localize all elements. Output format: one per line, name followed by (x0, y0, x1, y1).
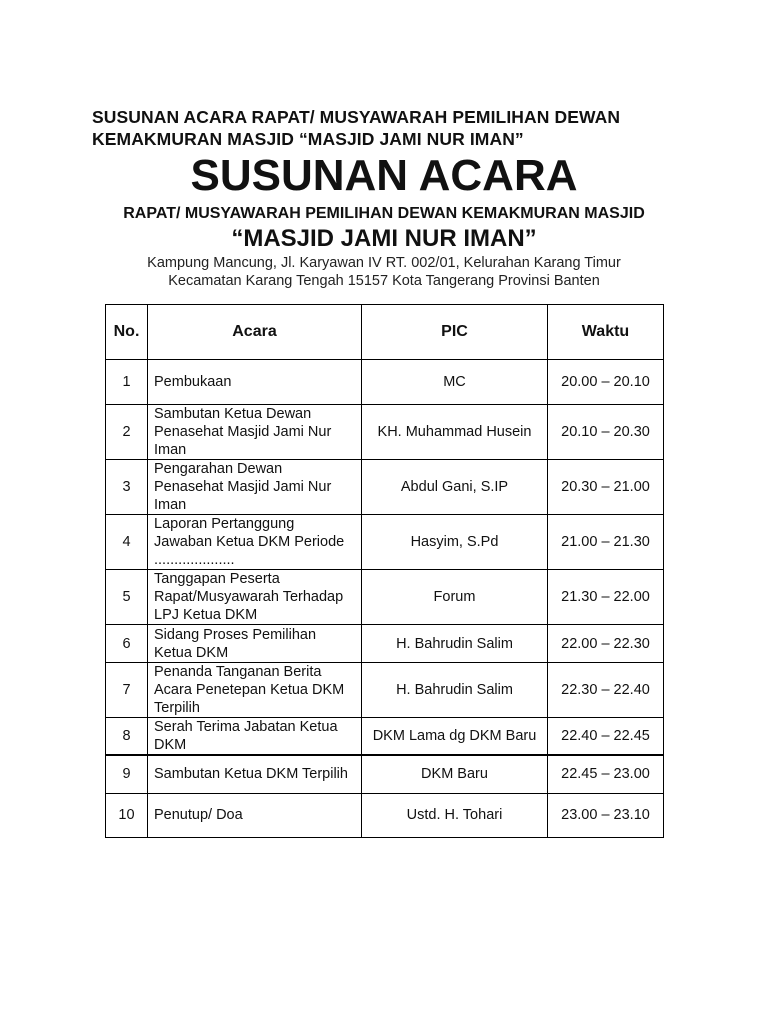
cell-no: 1 (106, 360, 148, 405)
table-row (106, 460, 664, 515)
cell-acara: Penanda Tanganan Berita Acara Penetepan Ketua DKM Terpilih (148, 663, 362, 718)
cell-acara: Sambutan Ketua Dewan Penasehat Masjid Jami Nur Iman (148, 405, 362, 460)
cell-waktu: 20.30 – 21.00 (548, 460, 664, 515)
page-title: SUSUNAN ACARA (190, 151, 578, 200)
cell-pic: H. Bahrudin Salim (362, 663, 548, 718)
cell-no: 2 (106, 405, 148, 460)
address-line-1: Kampung Mancung, Jl. Karyawan IV RT. 002/01, Kelurahan Karang Timur (147, 255, 621, 271)
cell-no: 10 (106, 793, 148, 837)
cell-pic: DKM Lama dg DKM Baru (362, 718, 548, 756)
cell-waktu: 22.30 – 22.40 (548, 663, 664, 718)
table-row (106, 515, 664, 570)
address-line-2: Kecamatan Karang Tengah 15157 Kota Tangerang Provinsi Banten (168, 273, 600, 289)
schedule-table (105, 304, 664, 838)
cell-acara: Tanggapan Peserta Rapat/Musyawarah Terhadap LPJ Ketua DKM (148, 570, 362, 625)
document-heading-line-1: SUSUNAN ACARA RAPAT/ MUSYAWARAH PEMILIHAN DEWAN (92, 107, 621, 127)
cell-acara: Laporan Pertanggung Jawaban Ketua DKM Periode .................... (148, 515, 362, 570)
table-row (106, 755, 664, 793)
cell-no: 7 (106, 663, 148, 718)
cell-pic: Ustd. H. Tohari (362, 793, 548, 837)
event-subtitle: RAPAT/ MUSYAWARAH PEMILIHAN DEWAN KEMAKMURAN MASJID (123, 205, 645, 222)
column-header-waktu: Waktu (548, 305, 664, 360)
cell-pic: Hasyim, S.Pd (362, 515, 548, 570)
cell-acara: Serah Terima Jabatan Ketua DKM (148, 718, 362, 756)
cell-acara: Pengarahan Dewan Penasehat Masjid Jami Nur Iman (148, 460, 362, 515)
cell-pic: H. Bahrudin Salim (362, 625, 548, 663)
cell-acara: Sambutan Ketua DKM Terpilih (148, 755, 362, 793)
cell-waktu: 20.10 – 20.30 (548, 405, 664, 460)
cell-no: 6 (106, 625, 148, 663)
cell-waktu: 22.00 – 22.30 (548, 625, 664, 663)
cell-no: 9 (106, 755, 148, 793)
cell-pic: MC (362, 360, 548, 405)
column-header-acara: Acara (148, 305, 362, 360)
table-row (106, 625, 664, 663)
cell-no: 5 (106, 570, 148, 625)
cell-waktu: 23.00 – 23.10 (548, 793, 664, 837)
table-header-row (106, 305, 664, 360)
table-row (106, 360, 664, 405)
cell-waktu: 22.45 – 23.00 (548, 755, 664, 793)
column-header-pic: PIC (362, 305, 548, 360)
cell-no: 3 (106, 460, 148, 515)
table-row (106, 718, 664, 756)
mosque-name: “MASJID JAMI NUR IMAN” (231, 225, 537, 252)
table-row (106, 570, 664, 625)
cell-waktu: 21.30 – 22.00 (548, 570, 664, 625)
document-heading-line-2: KEMAKMURAN MASJID “MASJID JAMI NUR IMAN” (92, 129, 524, 149)
address-block (0, 254, 768, 290)
document-heading (92, 106, 732, 150)
column-header-no: No. (106, 305, 148, 360)
cell-pic: Forum (362, 570, 548, 625)
cell-acara: Penutup/ Doa (148, 793, 362, 837)
table-row (106, 793, 664, 837)
cell-waktu: 22.40 – 22.45 (548, 718, 664, 756)
cell-pic: KH. Muhammad Husein (362, 405, 548, 460)
cell-acara: Sidang Proses Pemilihan Ketua DKM (148, 625, 362, 663)
cell-waktu: 20.00 – 20.10 (548, 360, 664, 405)
cell-waktu: 21.00 – 21.30 (548, 515, 664, 570)
table-row (106, 405, 664, 460)
cell-pic: DKM Baru (362, 755, 548, 793)
cell-acara: Pembukaan (148, 360, 362, 405)
cell-no: 4 (106, 515, 148, 570)
cell-pic: Abdul Gani, S.IP (362, 460, 548, 515)
cell-no: 8 (106, 718, 148, 756)
table-row (106, 663, 664, 718)
